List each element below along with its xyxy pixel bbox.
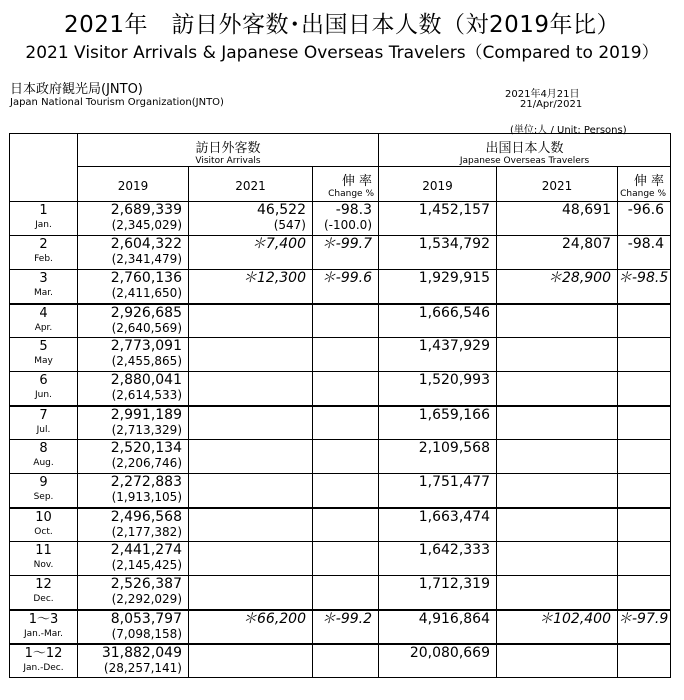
visitor-2019-cell: [78, 202, 189, 236]
table-row: [10, 440, 671, 474]
visitor-change-cell: [313, 576, 379, 610]
month-cell: [10, 236, 78, 270]
outbound-2019-cell: [379, 644, 497, 678]
outbound-2021-header: [497, 167, 618, 202]
year-label: 2021: [541, 178, 573, 193]
cell-subvalue: (2,640,569): [111, 320, 182, 335]
outbound-change-cell: [618, 508, 671, 542]
month-number: 3: [39, 271, 48, 286]
month-name-en: Mar.: [33, 288, 53, 298]
month-name-en: Sep.: [33, 492, 54, 502]
month-name-en: Jun.: [35, 390, 52, 400]
visitor-2019-cell: [78, 372, 189, 406]
table-row: [10, 236, 671, 270]
cell-value: ＊12,300: [243, 270, 306, 286]
page-title: 2021年 訪日外客数･出国日本人数（対2019年比）: [63, 12, 621, 38]
year-label: 2019: [422, 178, 453, 193]
outbound-2021-cell: [497, 644, 618, 678]
cell-value: 1,520,993: [418, 372, 490, 388]
outbound-change-cell: [618, 440, 671, 474]
month-number: 6: [39, 373, 48, 388]
month-cell: [10, 270, 78, 304]
visitor-2019-cell: [78, 236, 189, 270]
month-cell: [10, 644, 78, 678]
outbound-2021-cell: [497, 304, 618, 338]
cell-value: 1,929,915: [418, 270, 490, 286]
month-cell: [10, 542, 78, 576]
cell-value: ＊66,200: [243, 610, 306, 627]
table-row: [10, 304, 671, 338]
cell-subvalue: (2,455,865): [111, 354, 182, 368]
month-cell: [10, 576, 78, 610]
cell-value: 8,053,797: [110, 610, 182, 627]
cell-value: 1,663,474: [418, 508, 490, 525]
outbound-2021-cell: [497, 576, 618, 610]
cell-value: 1,751,477: [418, 474, 490, 490]
visitor-2019-cell: [78, 508, 189, 542]
visitor-2019-cell: [78, 542, 189, 576]
table-row: [10, 202, 671, 236]
overseas-travelers-header-ja: 出国日本人数: [485, 140, 564, 156]
cell-value: -98.3: [335, 202, 372, 218]
outbound-change-cell: [618, 236, 671, 270]
cell-subvalue: (2,177,382): [111, 524, 182, 539]
visitor-change-header: [313, 167, 379, 202]
outbound-2019-cell: [379, 508, 497, 542]
visitor-change-cell: [313, 304, 379, 338]
outbound-2021-cell: [497, 270, 618, 304]
cell-value: 2,526,387: [110, 576, 182, 592]
visitor-2019-cell: [78, 304, 189, 338]
visitor-2019-cell: [78, 440, 189, 474]
visitor-2019-cell: [78, 644, 189, 678]
cell-value: 2,496,568: [110, 508, 182, 525]
table-row: [10, 508, 671, 542]
cell-value: 2,604,322: [110, 236, 182, 252]
outbound-change-cell: [618, 304, 671, 338]
table-row: [10, 406, 671, 440]
outbound-2019-cell: [379, 542, 497, 576]
table-row: [10, 644, 671, 678]
outbound-change-cell: [618, 202, 671, 236]
cell-value: ＊-99.7: [321, 236, 372, 252]
change-label-ja: 伸 率: [633, 173, 664, 189]
cell-subvalue: (2,206,746): [111, 456, 182, 470]
cell-value: 2,272,883: [110, 474, 182, 490]
outbound-change-cell: [618, 270, 671, 304]
unit-note: (単位:人 / Unit: Persons): [510, 125, 627, 136]
overseas-travelers-header: [379, 134, 671, 167]
month-name-en: May: [34, 356, 53, 366]
table-row: [10, 372, 671, 406]
cell-value: 1,534,792: [418, 236, 490, 252]
visitor-change-cell: [313, 202, 379, 236]
change-label-ja: 伸 率: [341, 173, 372, 189]
cell-subvalue: (547): [273, 218, 306, 232]
cell-value: 2,441,274: [110, 542, 182, 558]
visitor-2019-cell: [78, 338, 189, 372]
cell-subvalue: (-100.0): [323, 218, 372, 232]
month-cell: [10, 304, 78, 338]
visitor-change-cell: [313, 474, 379, 508]
month-cell: [10, 202, 78, 236]
outbound-2019-cell: [379, 270, 497, 304]
visitor-2019-cell: [78, 610, 189, 644]
cell-value: 1,666,546: [418, 304, 490, 321]
cell-subvalue: (7,098,158): [111, 626, 182, 641]
month-number: 1～3: [28, 611, 59, 627]
month-name-en: Feb.: [34, 254, 53, 264]
cell-value: 46,522: [257, 202, 306, 218]
cell-value: ＊-97.9: [618, 610, 669, 627]
visitor-2019-cell: [78, 406, 189, 440]
organization-name-en: Japan National Tourism Organization(JNTO): [10, 97, 224, 108]
cell-subvalue: (28,257,141): [103, 660, 182, 675]
outbound-2019-cell: [379, 610, 497, 644]
table-row: [10, 610, 671, 644]
visitor-2021-cell: [189, 236, 313, 270]
month-number: 1: [39, 203, 48, 218]
visitor-change-cell: [313, 508, 379, 542]
cell-value: 31,882,049: [101, 644, 182, 661]
outbound-change-cell: [618, 406, 671, 440]
visitor-2021-cell: [189, 542, 313, 576]
month-cell: [10, 474, 78, 508]
cell-value: ＊102,400: [539, 610, 611, 627]
visitor-2021-cell: [189, 372, 313, 406]
cell-value: 2,520,134: [110, 440, 182, 456]
outbound-2019-cell: [379, 202, 497, 236]
month-number: 10: [35, 509, 52, 525]
table-row: [10, 270, 671, 304]
visitor-2021-header: [189, 167, 313, 202]
table-row: [10, 542, 671, 576]
cell-value: 1,642,333: [418, 542, 490, 558]
outbound-2021-cell: [497, 542, 618, 576]
visitor-2019-cell: [78, 576, 189, 610]
outbound-2019-cell: [379, 474, 497, 508]
visitor-2019-cell: [78, 474, 189, 508]
change-label-en: Change %: [620, 188, 666, 199]
cell-subvalue: (2,292,029): [111, 592, 182, 606]
cell-value: 1,712,319: [418, 576, 490, 592]
visitor-change-cell: [313, 440, 379, 474]
month-name-en: Dec.: [33, 594, 54, 604]
page-subtitle: 2021 Visitor Arrivals & Japanese Overseas Travelers（Compared to 2019）: [25, 43, 659, 63]
cell-value: 2,689,339: [110, 202, 182, 218]
month-name-en: Nov.: [33, 560, 54, 570]
table-row: [10, 576, 671, 610]
outbound-change-cell: [618, 542, 671, 576]
month-name-en: Oct.: [34, 526, 53, 537]
outbound-2019-header: [379, 167, 497, 202]
month-name-en: Jul.: [36, 424, 51, 435]
release-date-en: 21/Apr/2021: [520, 99, 583, 110]
visitor-2021-cell: [189, 474, 313, 508]
month-number: 7: [39, 407, 48, 423]
cell-value: 1,659,166: [418, 406, 490, 423]
cell-value: 2,760,136: [110, 270, 182, 286]
month-name-en: Jan.-Mar.: [24, 628, 63, 639]
cell-value: 2,926,685: [110, 304, 182, 321]
cell-value: 48,691: [562, 202, 611, 218]
visitor-change-cell: [313, 406, 379, 440]
outbound-change-cell: [618, 372, 671, 406]
cell-value: 24,807: [562, 236, 611, 252]
table-row: [10, 338, 671, 372]
cell-value: ＊28,900: [548, 270, 611, 286]
visitor-2019-cell: [78, 270, 189, 304]
visitor-arrivals-header-en: Visitor Arrivals: [195, 155, 261, 166]
outbound-2019-cell: [379, 440, 497, 474]
cell-subvalue: (2,614,533): [111, 388, 182, 402]
table-header-year-row: [10, 167, 671, 202]
visitor-change-cell: [313, 236, 379, 270]
visitor-change-cell: [313, 338, 379, 372]
outbound-2021-cell: [497, 440, 618, 474]
month-name-en: Apr.: [34, 322, 53, 333]
cell-value: ＊-99.6: [321, 270, 372, 286]
visitor-2021-cell: [189, 202, 313, 236]
cell-subvalue: (2,341,479): [111, 252, 182, 266]
overseas-travelers-header-en: Japanese Overseas Travelers: [459, 155, 590, 166]
outbound-2021-cell: [497, 508, 618, 542]
cell-value: 2,880,041: [110, 372, 182, 388]
month-name-en: Jan.: [35, 220, 52, 230]
statistics-table: [9, 133, 671, 678]
cell-subvalue: (2,713,329): [111, 422, 182, 437]
outbound-change-header: [618, 167, 671, 202]
month-number: 8: [39, 441, 48, 456]
outbound-2021-cell: [497, 372, 618, 406]
visitor-2021-cell: [189, 440, 313, 474]
visitor-2021-cell: [189, 338, 313, 372]
outbound-2019-cell: [379, 338, 497, 372]
change-label-en: Change %: [328, 188, 374, 199]
month-number: 2: [39, 237, 48, 252]
visitor-2021-cell: [189, 508, 313, 542]
month-number: 11: [35, 543, 52, 558]
month-cell: [10, 508, 78, 542]
visitor-2021-cell: [189, 610, 313, 644]
cell-value: -98.4: [627, 236, 664, 252]
month-cell: [10, 440, 78, 474]
visitor-2021-cell: [189, 644, 313, 678]
outbound-2019-cell: [379, 236, 497, 270]
month-number: 4: [39, 305, 48, 321]
cell-value: ＊-99.2: [321, 610, 372, 627]
outbound-2019-cell: [379, 304, 497, 338]
table-header-group-row: [10, 134, 671, 167]
table-row: [10, 474, 671, 508]
outbound-2021-cell: [497, 236, 618, 270]
month-number: 5: [39, 339, 48, 354]
cell-value: 20,080,669: [409, 644, 490, 661]
cell-subvalue: (2,145,425): [111, 558, 182, 572]
outbound-change-cell: [618, 644, 671, 678]
outbound-change-cell: [618, 610, 671, 644]
outbound-change-cell: [618, 474, 671, 508]
month-cell: [10, 372, 78, 406]
cell-value: ＊7,400: [251, 236, 306, 252]
cell-value: ＊-98.5: [618, 270, 669, 286]
month-cell: [10, 406, 78, 440]
month-header-cell: [10, 134, 78, 202]
visitor-change-cell: [313, 372, 379, 406]
cell-value: 1,437,929: [418, 338, 490, 354]
visitor-2021-cell: [189, 270, 313, 304]
month-number: 1～12: [24, 645, 63, 661]
month-name-en: Aug.: [33, 458, 54, 468]
visitor-change-cell: [313, 610, 379, 644]
visitor-change-cell: [313, 270, 379, 304]
month-cell: [10, 610, 78, 644]
cell-subvalue: (2,345,029): [111, 218, 182, 232]
outbound-2019-cell: [379, 372, 497, 406]
outbound-2021-cell: [497, 610, 618, 644]
outbound-2021-cell: [497, 474, 618, 508]
outbound-2019-cell: [379, 576, 497, 610]
outbound-change-cell: [618, 338, 671, 372]
cell-value: 2,991,189: [110, 406, 182, 423]
outbound-change-cell: [618, 576, 671, 610]
outbound-2021-cell: [497, 406, 618, 440]
cell-value: 1,452,157: [418, 202, 490, 218]
year-label: 2021: [235, 178, 266, 193]
cell-subvalue: (2,411,650): [111, 286, 182, 300]
cell-value: 4,916,864: [418, 610, 490, 627]
visitor-2019-header: [78, 167, 189, 202]
month-cell: [10, 338, 78, 372]
outbound-2021-cell: [497, 338, 618, 372]
visitor-2021-cell: [189, 576, 313, 610]
month-number: 9: [39, 475, 48, 490]
release-date-ja: 2021年4月21日: [505, 89, 580, 100]
year-label: 2019: [117, 178, 149, 193]
visitor-arrivals-header-ja: 訪日外客数: [195, 140, 261, 156]
outbound-2021-cell: [497, 202, 618, 236]
cell-value: 2,109,568: [418, 440, 490, 456]
visitor-2021-cell: [189, 304, 313, 338]
cell-subvalue: (1,913,105): [111, 490, 182, 504]
visitor-2021-cell: [189, 406, 313, 440]
cell-value: 2,773,091: [110, 338, 182, 354]
visitor-change-cell: [313, 644, 379, 678]
organization-name-ja: 日本政府観光局(JNTO): [10, 82, 143, 97]
visitor-arrivals-header: [78, 134, 379, 167]
month-number: 12: [35, 577, 52, 592]
month-name-en: Jan.-Dec.: [23, 662, 64, 673]
outbound-2019-cell: [379, 406, 497, 440]
cell-value: -96.6: [627, 202, 664, 218]
visitor-change-cell: [313, 542, 379, 576]
